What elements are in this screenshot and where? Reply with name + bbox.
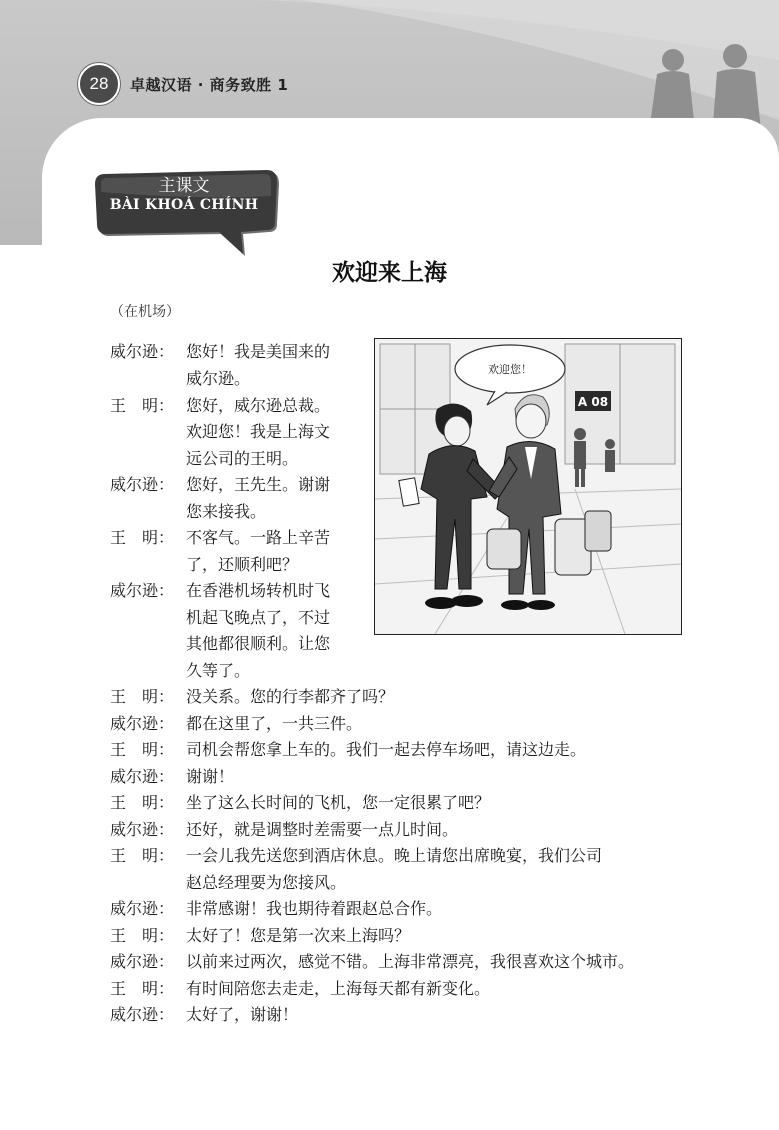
dialogue-continuation: 机起飞晚点了，不过 [186, 608, 331, 627]
dialogue-line [110, 976, 490, 1003]
page-number: 28 [78, 63, 120, 105]
dialogue-line [110, 764, 234, 791]
speaker-label: 王 明： [110, 793, 175, 812]
dialogue-line [110, 843, 602, 870]
gate-sign-text: A 08 [577, 395, 609, 409]
speaker-label: 王 明： [110, 846, 175, 865]
speaker-label: 王 明： [110, 396, 175, 415]
speaker-label: 威尔逊： [110, 952, 175, 971]
dialogue-text: 您好，威尔逊总裁。 [186, 396, 331, 415]
speaker-label: 威尔逊： [110, 581, 175, 600]
dialogue-line [110, 472, 330, 499]
speaker-label: 威尔逊： [110, 820, 175, 839]
lesson-title: 欢迎来上海 [332, 260, 447, 286]
dialogue-text: 不客气。一路上辛苦 [186, 528, 331, 547]
speaker-label: 威尔逊： [110, 899, 175, 918]
dialogue-text: 坐了这么长时间的飞机，您一定很累了吧？ [186, 793, 491, 812]
dialogue-text: 谢谢！ [186, 767, 235, 786]
dialogue-line [110, 1002, 298, 1029]
speaker-label: 威尔逊： [110, 342, 175, 361]
section-badge [100, 176, 268, 214]
speech-bubble-text: 欢迎您！ [488, 363, 532, 376]
scene-location: （在机场） [110, 304, 180, 320]
dialogue-text: 司机会帮您拿上车的。我们一起去停车场吧，请这边走。 [186, 740, 587, 759]
dialogue-line [110, 711, 362, 738]
dialogue-text: 在香港机场转机时飞 [186, 581, 331, 600]
speaker-label: 王 明： [110, 528, 175, 547]
dialogue-line [110, 896, 442, 923]
dialogue-text: 一会儿我先送您到酒店休息。晚上请您出席晚宴，我们公司 [186, 846, 603, 865]
speaker-label: 王 明： [110, 687, 175, 706]
page-header [78, 64, 288, 104]
dialogue-continuation: 威尔逊。 [186, 369, 251, 388]
dialogue-continuation: 远公司的王明。 [186, 449, 299, 468]
section-badge-chinese: 主课文 [158, 176, 210, 196]
dialogue-continuation: 您来接我。 [186, 502, 267, 521]
dialogue-text: 您好，王先生。谢谢 [186, 475, 331, 494]
dialogue-line [110, 578, 330, 605]
dialogue-line [110, 525, 330, 552]
section-badge-vietnamese: BÀI KHOÁ CHÍNH [109, 197, 259, 213]
dialogue-text: 太好了，谢谢！ [186, 1005, 299, 1024]
dialogue-line [110, 817, 458, 844]
dialogue-continuation: 了，还顺利吧？ [186, 555, 299, 574]
dialogue-text: 您好！我是美国来的 [186, 342, 331, 361]
dialogue-continuation: 赵总经理要为您接风。 [186, 873, 347, 892]
dialogue-text: 没关系。您的行李都齐了吗？ [186, 687, 395, 706]
dialogue-text: 有时间陪您去走走，上海每天都有新变化。 [186, 979, 491, 998]
speaker-label: 王 明： [110, 979, 175, 998]
dialogue-line [110, 339, 330, 366]
dialogue-line [110, 923, 410, 950]
dialogue-continuation: 久等了。 [186, 661, 251, 680]
dialogue-text: 以前来过两次，感觉不错。上海非常漂亮，我很喜欢这个城市。 [186, 952, 635, 971]
dialogue-text: 都在这里了，一共三件。 [186, 714, 363, 733]
dialogue-line [110, 949, 634, 976]
speaker-label: 威尔逊： [110, 767, 175, 786]
dialogue-text: 太好了！您是第一次来上海吗？ [186, 926, 411, 945]
speaker-label: 威尔逊： [110, 714, 175, 733]
dialogue-line [110, 790, 490, 817]
speaker-label: 王 明： [110, 926, 175, 945]
dialogue-text: 还好，就是调整时差需要一点儿时间。 [186, 820, 459, 839]
airport-greeting-illustration [375, 339, 681, 634]
dialogue-continuation: 其他都很顺利。让您 [186, 634, 331, 653]
dialogue-line [110, 684, 394, 711]
airport-illustration [374, 338, 682, 635]
speaker-label: 威尔逊： [110, 475, 175, 494]
dialogue-line [110, 393, 330, 420]
dialogue-line [110, 737, 586, 764]
dialogue-continuation: 欢迎您！我是上海文 [186, 422, 331, 441]
speaker-label: 威尔逊： [110, 1005, 175, 1024]
dialogue-text: 非常感谢！我也期待着跟赵总合作。 [186, 899, 443, 918]
speaker-label: 王 明： [110, 740, 175, 759]
book-title: 卓越汉语 · 商务致胜 1 [130, 75, 289, 94]
